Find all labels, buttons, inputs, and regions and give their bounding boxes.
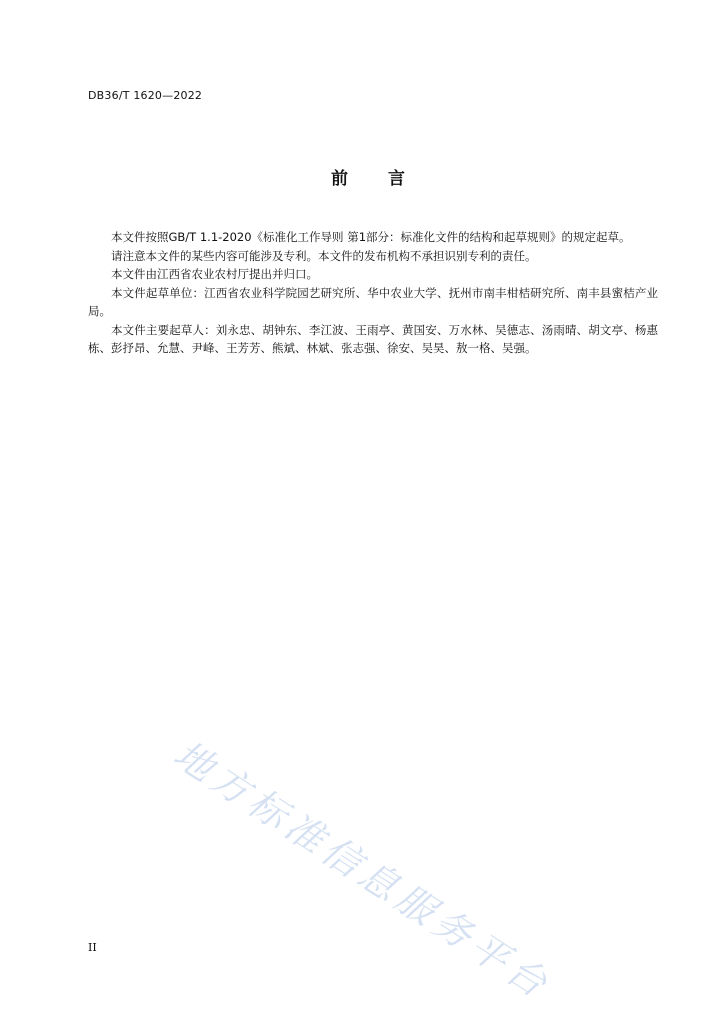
- paragraph-patent-notice: 请注意本文件的某些内容可能涉及专利。本文件的发布机构不承担识别专利的责任。: [111, 248, 537, 263]
- paragraph-drafting-rules: 本文件按照GB/T 1.1-2020《标准化工作导则 第1部分：标准化文件的结构和起草规则》的规定起草。: [111, 230, 631, 244]
- page-number: II: [88, 941, 97, 954]
- paragraph-drafting-units: 本文件起草单位：江西省农业科学院园艺研究所、华中农业大学、抚州市南丰柑桔研究所、南丰县蜜桔产业局。: [88, 285, 658, 318]
- document-id: DB36/T 1620—2022: [88, 89, 203, 102]
- paragraph-drafters: 本文件主要起草人：刘永忠、胡钟东、李江波、王雨亭、黄国安、万水林、吴德志、汤雨晴、胡文亭、杨惠栋、彭抒昂、允慧、尹峰、王芳芳、熊斌、林斌、张志强、徐安、吴昊、敖一格、吴强。: [88, 322, 658, 355]
- paragraph-proposer: 本文件由江西省农业农村厅提出并归口。: [111, 267, 318, 281]
- foreword-body: [88, 228, 658, 358]
- watermark-text: 地方标准信息服务平台: [166, 731, 560, 1009]
- section-heading-foreword: 前 言: [331, 169, 405, 189]
